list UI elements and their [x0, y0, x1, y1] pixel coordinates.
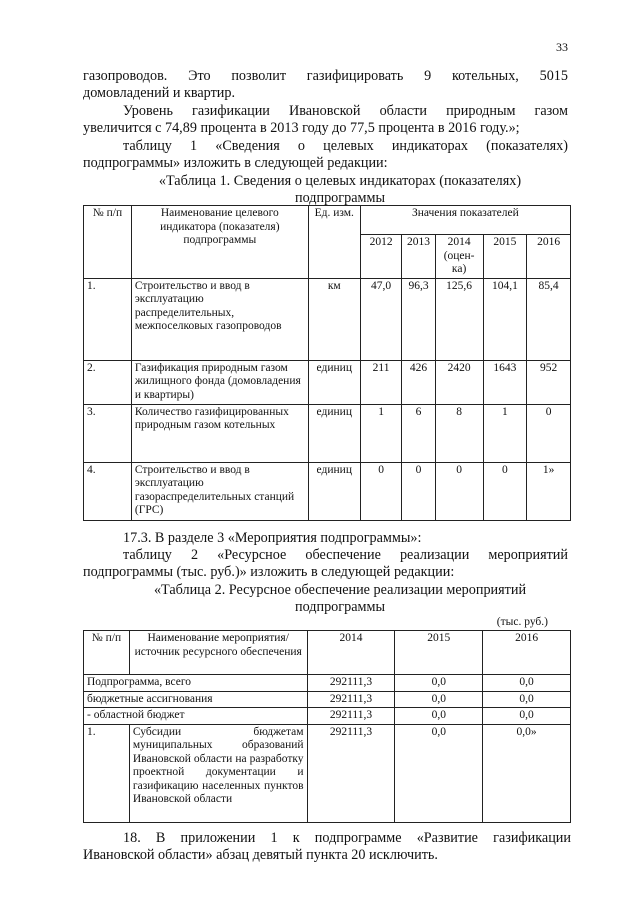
paragraph-line: Уровень газификации Ивановской области природным газом: [123, 103, 568, 119]
row-unit: единиц: [308, 404, 360, 462]
row-num: 4.: [84, 462, 132, 520]
paragraph-line: таблицу 2 «Ресурсное обеспечение реализации мероприятий: [123, 547, 568, 563]
table-row: [84, 724, 571, 822]
row-name: Газификация природным газом жилищного фонда (домовладения и квартиры): [131, 360, 308, 404]
row-value: 952: [527, 360, 571, 404]
row-name: Строительство и ввод в эксплуатацию распределительных, межпоселковых газопроводов: [131, 278, 308, 360]
row-value: 292111,3: [307, 691, 395, 708]
row-value: 85,4: [527, 278, 571, 360]
paragraph-line: подпрограммы» изложить в следующей редакции:: [83, 155, 388, 171]
header-values: Значения показателей: [360, 206, 570, 235]
header-year: 2014 (оцен-ка): [435, 235, 483, 279]
table-row: [84, 404, 571, 462]
row-value: 0,0: [483, 691, 571, 708]
row-value: 0,0: [483, 708, 571, 725]
indicators-table: [83, 205, 571, 521]
paragraph-line: 18. В приложении 1 к подпрограмме «Развитие газификации: [123, 830, 571, 846]
table-row: [84, 278, 571, 360]
resources-table: [83, 630, 571, 823]
header-year: 2016: [527, 235, 571, 279]
row-value: 2420: [435, 360, 483, 404]
header-year: 2015: [395, 631, 483, 675]
header-year: 2014: [307, 631, 395, 675]
header-year: 2016: [483, 631, 571, 675]
table1-title: подпрограммы: [295, 190, 385, 206]
table-row: [84, 360, 571, 404]
row-value: 125,6: [435, 278, 483, 360]
row-value: 104,1: [483, 278, 527, 360]
paragraph-line: 17.3. В разделе 3 «Мероприятия подпрограммы»:: [123, 530, 422, 546]
row-value: 0,0: [395, 724, 483, 822]
row-value: 6: [402, 404, 435, 462]
paragraph-line: таблицу 1 «Сведения о целевых индикаторах (показателях): [123, 138, 568, 154]
paragraph-line: газопроводов. Это позволит газифицировать 9 котельных, 5015: [83, 68, 568, 84]
header-num: № п/п: [84, 206, 132, 279]
table2-title: «Таблица 2. Ресурсное обеспечение реализации мероприятий: [153, 582, 527, 598]
row-value: 1»: [527, 462, 571, 520]
paragraph-line: домовладений и квартир.: [83, 85, 236, 101]
header-year: 2013: [402, 235, 435, 279]
row-value: 0: [483, 462, 527, 520]
header-name: Наименование целевого индикатора (показателя) подпрограммы: [131, 206, 308, 279]
row-unit: км: [308, 278, 360, 360]
paragraph-line: подпрограммы (тыс. руб.)» изложить в следующей редакции:: [83, 564, 455, 580]
header-year: 2012: [360, 235, 402, 279]
row-value: 8: [435, 404, 483, 462]
row-num: 2.: [84, 360, 132, 404]
table-row: [84, 691, 571, 708]
row-unit: единиц: [308, 462, 360, 520]
row-num: 3.: [84, 404, 132, 462]
row-value: 0,0: [483, 675, 571, 692]
row-value: 211: [360, 360, 402, 404]
paragraph-line: увеличится с 74,89 процента в 2013 году до 77,5 процента в 2016 году.»;: [83, 120, 520, 136]
row-value: 426: [402, 360, 435, 404]
row-name: бюджетные ассигнования: [84, 691, 308, 708]
row-name: Субсидии бюджетам муниципальных образований Ивановской области на разработку проектной документации и газификацию населенных пунктов Ивановской области: [129, 724, 307, 822]
table-row: [84, 675, 571, 692]
row-value: 292111,3: [307, 675, 395, 692]
row-unit: единиц: [308, 360, 360, 404]
header-unit: Ед. изм.: [308, 206, 360, 279]
header-year: 2015: [483, 235, 527, 279]
row-value: 0,0: [395, 691, 483, 708]
header-num: № п/п: [84, 631, 130, 675]
row-value: 47,0: [360, 278, 402, 360]
row-value: 1: [483, 404, 527, 462]
row-name: Количество газифицированных природным газом котельных: [131, 404, 308, 462]
row-value: 0: [402, 462, 435, 520]
row-value: 0: [435, 462, 483, 520]
row-value: 0,0: [395, 708, 483, 725]
row-value: 292111,3: [307, 724, 395, 822]
table2-title: подпрограммы: [295, 599, 385, 615]
row-value: 0,0: [395, 675, 483, 692]
header-name: Наименование мероприятия/источник ресурсного обеспечения: [129, 631, 307, 675]
row-name: Подпрограмма, всего: [84, 675, 308, 692]
row-num: 1.: [84, 278, 132, 360]
row-value: 96,3: [402, 278, 435, 360]
row-value: 0: [527, 404, 571, 462]
table-row: [84, 708, 571, 725]
row-value: 0,0»: [483, 724, 571, 822]
row-num: 1.: [84, 724, 130, 822]
paragraph-line: Ивановской области» абзац девятый пункта 20 исключить.: [83, 847, 438, 863]
table1-title: «Таблица 1. Сведения о целевых индикаторах (показателях): [158, 173, 522, 189]
row-value: 1: [360, 404, 402, 462]
table2-unit-note: (тыс. руб.): [496, 616, 548, 628]
page-number: 33: [556, 40, 568, 54]
row-name: - областной бюджет: [84, 708, 308, 725]
row-value: 292111,3: [307, 708, 395, 725]
row-value: 0: [360, 462, 402, 520]
table-row: [84, 462, 571, 520]
row-value: 1643: [483, 360, 527, 404]
row-name: Строительство и ввод в эксплуатацию газораспределительных станций (ГРС): [131, 462, 308, 520]
